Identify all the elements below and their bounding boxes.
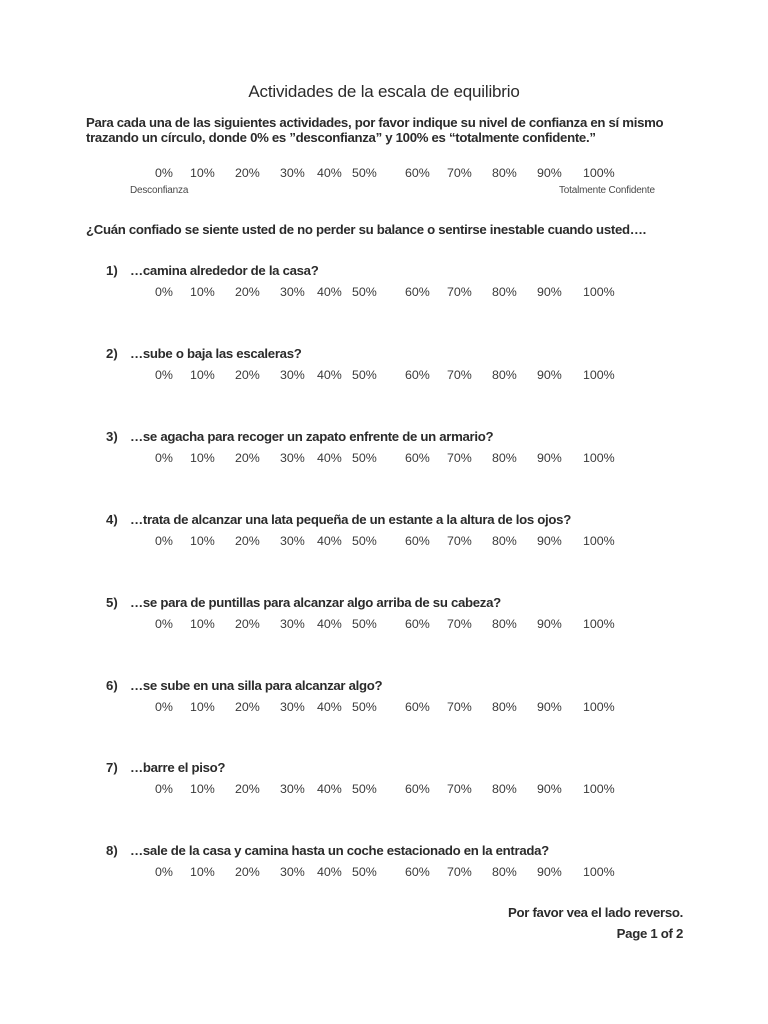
confidence-scale-option[interactable]: 90% (537, 451, 562, 465)
confidence-scale-option[interactable]: 30% (280, 865, 305, 879)
confidence-scale-option[interactable]: 80% (492, 534, 517, 548)
confidence-scale-option[interactable]: 80% (492, 285, 517, 299)
confidence-scale-option[interactable]: 100% (583, 782, 615, 796)
question-text: …trata de alcanzar una lata pequeña de un estante a la altura de los ojos? (130, 512, 571, 527)
confidence-scale-option[interactable]: 10% (190, 865, 215, 879)
confidence-scale-option[interactable]: 90% (537, 782, 562, 796)
confidence-scale-option[interactable]: 0% (155, 451, 173, 465)
confidence-scale-option[interactable]: 100% (583, 700, 615, 714)
instructions-text: Para cada una de las siguientes actividades, por favor indique su nivel de confianza en sí mismo trazando un círculo, donde 0% es ”desconfianza” y 100% es “totalmente confidente.” (86, 115, 664, 145)
confidence-scale-option[interactable]: 40% (317, 782, 342, 796)
confidence-scale-option[interactable]: 0% (155, 617, 173, 631)
page-title: Actividades de la escala de equilibrio (248, 82, 520, 101)
confidence-scale-option[interactable]: 60% (405, 451, 430, 465)
scale-low-label: Desconfianza (130, 185, 189, 196)
confidence-scale-option[interactable]: 100% (583, 285, 615, 299)
confidence-scale-option[interactable]: 90% (537, 700, 562, 714)
question-text: …se agacha para recoger un zapato enfrente de un armario? (130, 429, 494, 444)
confidence-scale-option[interactable]: 80% (492, 700, 517, 714)
confidence-scale-option[interactable]: 70% (447, 700, 472, 714)
confidence-scale (0, 700, 768, 716)
page-number: Page 1 of 2 (616, 926, 683, 941)
confidence-scale-option[interactable]: 30% (280, 617, 305, 631)
legend-scale-option[interactable]: 0% (155, 166, 173, 180)
confidence-scale-option[interactable]: 40% (317, 700, 342, 714)
question-item (0, 429, 768, 473)
footer-note: Por favor vea el lado reverso. (508, 905, 683, 920)
question-item (0, 263, 768, 307)
confidence-scale-option[interactable]: 90% (537, 368, 562, 382)
confidence-scale-option[interactable]: 0% (155, 700, 173, 714)
confidence-scale-option[interactable]: 10% (190, 451, 215, 465)
confidence-scale (0, 534, 768, 550)
question-number: 2) (106, 346, 118, 361)
confidence-scale-option[interactable]: 60% (405, 617, 430, 631)
confidence-scale-option[interactable]: 90% (537, 534, 562, 548)
legend-scale-option[interactable]: 70% (447, 166, 472, 180)
question-number: 7) (106, 760, 118, 775)
confidence-scale-option[interactable]: 20% (235, 782, 260, 796)
confidence-scale-option[interactable]: 60% (405, 368, 430, 382)
confidence-scale-option[interactable]: 50% (352, 617, 377, 631)
legend-scale-option[interactable]: 100% (583, 166, 615, 180)
confidence-scale-option[interactable]: 30% (280, 285, 305, 299)
confidence-scale-option[interactable]: 90% (537, 865, 562, 879)
confidence-scale-option[interactable]: 50% (352, 534, 377, 548)
confidence-scale-option[interactable]: 10% (190, 285, 215, 299)
confidence-scale-option[interactable]: 40% (317, 368, 342, 382)
confidence-scale-option[interactable]: 50% (352, 451, 377, 465)
question-number: 3) (106, 429, 118, 444)
confidence-scale-option[interactable]: 60% (405, 782, 430, 796)
question-item (0, 760, 768, 804)
legend-scale-option[interactable]: 80% (492, 166, 517, 180)
confidence-scale-option[interactable]: 80% (492, 865, 517, 879)
confidence-scale-option[interactable]: 50% (352, 285, 377, 299)
confidence-scale (0, 451, 768, 467)
confidence-scale-option[interactable]: 90% (537, 285, 562, 299)
confidence-scale-option[interactable]: 0% (155, 368, 173, 382)
legend-scale-option[interactable]: 30% (280, 166, 305, 180)
confidence-scale-option[interactable]: 20% (235, 865, 260, 879)
confidence-scale-option[interactable]: 80% (492, 451, 517, 465)
legend-scale-option[interactable]: 10% (190, 166, 215, 180)
confidence-scale-option[interactable]: 70% (447, 865, 472, 879)
confidence-scale-option[interactable]: 70% (447, 782, 472, 796)
confidence-scale (0, 285, 768, 301)
scale-high-label: Totalmente Confidente (559, 185, 655, 196)
confidence-scale-option[interactable]: 30% (280, 534, 305, 548)
confidence-scale-option[interactable]: 70% (447, 285, 472, 299)
confidence-scale-option[interactable]: 0% (155, 285, 173, 299)
confidence-scale-option[interactable]: 70% (447, 617, 472, 631)
confidence-scale-option[interactable]: 30% (280, 700, 305, 714)
confidence-scale-option[interactable]: 10% (190, 700, 215, 714)
confidence-scale (0, 368, 768, 384)
confidence-scale-option[interactable]: 90% (537, 617, 562, 631)
question-text: …se para de puntillas para alcanzar algo arriba de su cabeza? (130, 595, 501, 610)
question-lead: ¿Cuán confiado se siente usted de no perder su balance o sentirse inestable cuando usted…. (86, 222, 646, 237)
confidence-scale-option[interactable]: 40% (317, 451, 342, 465)
confidence-scale-option[interactable]: 70% (447, 368, 472, 382)
confidence-scale-option[interactable]: 20% (235, 285, 260, 299)
question-number: 1) (106, 263, 118, 278)
confidence-scale-option[interactable]: 80% (492, 617, 517, 631)
confidence-scale-option[interactable]: 10% (190, 368, 215, 382)
question-item (0, 346, 768, 390)
confidence-scale-option[interactable]: 60% (405, 865, 430, 879)
confidence-scale-option[interactable]: 80% (492, 368, 517, 382)
confidence-scale-option[interactable]: 100% (583, 865, 615, 879)
confidence-scale-option[interactable]: 100% (583, 368, 615, 382)
confidence-scale-option[interactable]: 60% (405, 700, 430, 714)
question-text: …sube o baja las escaleras? (130, 346, 302, 361)
confidence-scale-option[interactable]: 30% (280, 368, 305, 382)
question-item (0, 843, 768, 887)
legend-scale-option[interactable]: 50% (352, 166, 377, 180)
confidence-scale-option[interactable]: 50% (352, 782, 377, 796)
question-number: 6) (106, 678, 118, 693)
question-number: 4) (106, 512, 118, 527)
confidence-scale-option[interactable]: 80% (492, 782, 517, 796)
question-number: 8) (106, 843, 118, 858)
confidence-scale-option[interactable]: 40% (317, 285, 342, 299)
question-item (0, 678, 768, 722)
question-number: 5) (106, 595, 118, 610)
confidence-scale-option[interactable]: 0% (155, 534, 173, 548)
confidence-scale-option[interactable]: 10% (190, 617, 215, 631)
confidence-scale-option[interactable]: 10% (190, 534, 215, 548)
confidence-scale-option[interactable]: 30% (280, 782, 305, 796)
confidence-scale-option[interactable]: 60% (405, 534, 430, 548)
confidence-scale-option[interactable]: 40% (317, 534, 342, 548)
confidence-scale-option[interactable]: 50% (352, 368, 377, 382)
legend-scale (0, 166, 768, 182)
confidence-scale-option[interactable]: 60% (405, 285, 430, 299)
confidence-scale (0, 865, 768, 881)
confidence-scale-option[interactable]: 50% (352, 700, 377, 714)
legend-scale-option[interactable]: 60% (405, 166, 430, 180)
legend-scale-option[interactable]: 40% (317, 166, 342, 180)
question-item (0, 512, 768, 556)
confidence-scale (0, 617, 768, 633)
confidence-scale-option[interactable]: 20% (235, 534, 260, 548)
question-item (0, 595, 768, 639)
confidence-scale-option[interactable]: 70% (447, 534, 472, 548)
confidence-scale-option[interactable]: 20% (235, 700, 260, 714)
confidence-scale-option[interactable]: 20% (235, 368, 260, 382)
confidence-scale-option[interactable]: 100% (583, 534, 615, 548)
legend-scale-option[interactable]: 90% (537, 166, 562, 180)
question-text: …barre el piso? (130, 760, 226, 775)
question-text: …camina alrededor de la casa? (130, 263, 319, 278)
question-text: …sale de la casa y camina hasta un coche estacionado en la entrada? (130, 843, 549, 858)
confidence-scale-option[interactable]: 100% (583, 617, 615, 631)
confidence-scale (0, 782, 768, 798)
confidence-scale-option[interactable]: 30% (280, 451, 305, 465)
confidence-scale-option[interactable]: 50% (352, 865, 377, 879)
legend-scale-option[interactable]: 20% (235, 166, 260, 180)
confidence-scale-option[interactable]: 20% (235, 617, 260, 631)
confidence-scale-option[interactable]: 10% (190, 782, 215, 796)
confidence-scale-option[interactable]: 20% (235, 451, 260, 465)
confidence-scale-option[interactable]: 70% (447, 451, 472, 465)
confidence-scale-option[interactable]: 40% (317, 865, 342, 879)
confidence-scale-option[interactable]: 0% (155, 865, 173, 879)
confidence-scale-option[interactable]: 0% (155, 782, 173, 796)
confidence-scale-option[interactable]: 40% (317, 617, 342, 631)
question-text: …se sube en una silla para alcanzar algo? (130, 678, 383, 693)
confidence-scale-option[interactable]: 100% (583, 451, 615, 465)
